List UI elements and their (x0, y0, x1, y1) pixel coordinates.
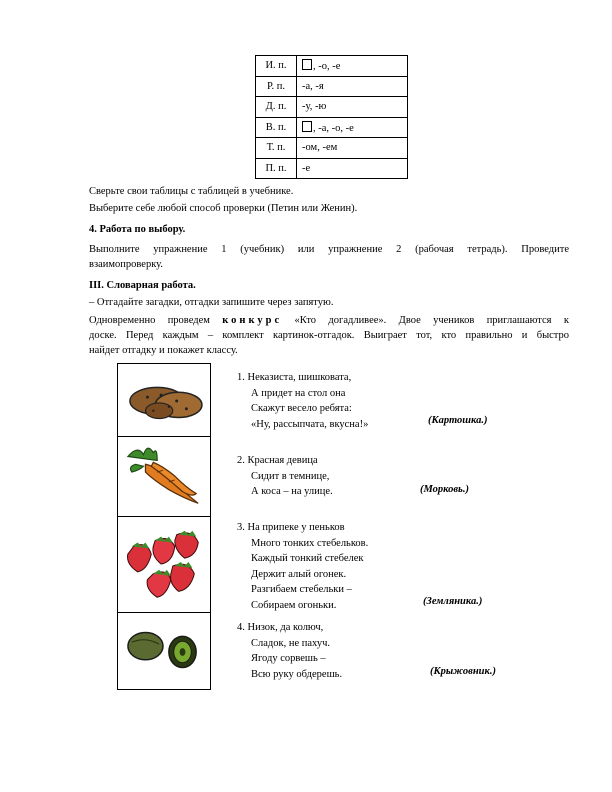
riddle-line: Разгибаем стебельки – (251, 584, 352, 595)
spaced-word: конкурс (222, 315, 283, 326)
riddle-line: 4. Низок, да колюч, (237, 622, 324, 633)
case-ending-text: , -а, -о, -е (313, 122, 354, 134)
paragraph-line: найдет отгадку и покажет классу. (89, 345, 238, 356)
gooseberry-icon (118, 613, 210, 689)
carrot-picture (117, 436, 211, 517)
case-name: В. п. (256, 117, 297, 138)
riddle-answer: (Морковь.) (420, 484, 469, 495)
riddle-answer: (Крыжовник.) (430, 666, 496, 677)
riddle-line: Собираем огоньки. (251, 599, 337, 611)
case-row (256, 56, 408, 77)
riddle-line: Каждый тонкий стебелек (251, 553, 364, 564)
paragraph-line (89, 315, 569, 326)
riddle-line: Ягоду сорвешь – (251, 653, 326, 664)
riddle-4 (237, 620, 342, 682)
case-row (256, 97, 408, 118)
case-ending (297, 97, 408, 118)
case-ending (297, 117, 408, 138)
instruction-line: Выберите себе любой способ проверки (Петин или Женин). (89, 203, 358, 214)
gooseberry-picture (117, 612, 211, 690)
strawberry-icon (118, 517, 210, 612)
riddle-line: Всю руку обдерешь. (251, 668, 343, 680)
case-ending (297, 138, 408, 159)
riddle-line: 3. На припеке у пеньков (237, 522, 345, 533)
riddle-answer: (Картошка.) (428, 415, 488, 426)
case-name: Д. п. (256, 97, 297, 118)
riddle-line: Много тонких стебельков. (251, 537, 369, 549)
riddle-line: Держит алый огонек. (251, 568, 347, 580)
case-ending (297, 56, 408, 77)
case-row (256, 158, 408, 179)
section-heading: 4. Работа по выбору. (89, 224, 186, 235)
case-ending (297, 158, 408, 179)
instruction-line: – Отгадайте загадки, отгадки запишите через запятую. (89, 297, 334, 308)
riddle-2 (237, 453, 333, 500)
case-ending (297, 76, 408, 97)
riddle-line: 2. Красная девица (237, 455, 318, 466)
riddle-line: 1. Неказиста, шишковата, (237, 372, 352, 383)
case-name: И. п. (256, 56, 297, 77)
riddle-3 (237, 520, 368, 613)
case-row (256, 76, 408, 97)
paragraph-text: «Кто догадливее». Двое учеников приглашаются к (294, 315, 569, 326)
strawberry-picture (117, 516, 211, 613)
potato-icon (118, 364, 210, 436)
case-ending-text: -ом, -ем (302, 142, 338, 154)
case-row (256, 138, 408, 159)
paragraph-text: Одновременно проведем (89, 315, 210, 326)
instruction-line: Сверьте свои таблицы с таблицей в учебнике. (89, 186, 294, 197)
riddle-line: Сидит в темнице, (251, 470, 330, 482)
case-ending-text: -у, -ю (302, 101, 327, 113)
riddle-1 (237, 370, 368, 432)
riddle-line: А коса – на улице. (251, 486, 333, 497)
case-row (256, 117, 408, 138)
riddle-line: Сладок, не пахуч. (251, 637, 331, 649)
riddle-line: «Ну, рассыпчата, вкусна!» (251, 418, 369, 430)
case-name: Р. п. (256, 76, 297, 97)
riddle-line: Скажут весело ребята: (251, 403, 352, 414)
case-name: Т. п. (256, 138, 297, 159)
empty-box-icon (302, 121, 312, 132)
case-ending-text: -е (302, 162, 311, 174)
riddle-answer: (Земляника.) (423, 596, 483, 607)
section-heading: III. Словарная работа. (89, 280, 196, 291)
paragraph-line: Выполните упражнение 1 (учебник) или упражнение 2 (рабочая тетрадь). Проведите (89, 244, 569, 255)
paragraph-line: доске. Перед каждым – комплект картинок-отгадок. Выиграет тот, кто правильно и быстро (89, 330, 569, 341)
carrot-icon (118, 437, 210, 516)
case-ending-text: -а, -я (302, 80, 324, 92)
case-endings-table (255, 55, 408, 179)
riddle-line: А придет на стол она (251, 387, 346, 399)
potato-picture (117, 363, 211, 437)
case-name: П. п. (256, 158, 297, 179)
paragraph-line: взаимопроверку. (89, 259, 163, 270)
case-ending-text: , -о, -е (313, 61, 341, 73)
empty-box-icon (302, 59, 312, 70)
